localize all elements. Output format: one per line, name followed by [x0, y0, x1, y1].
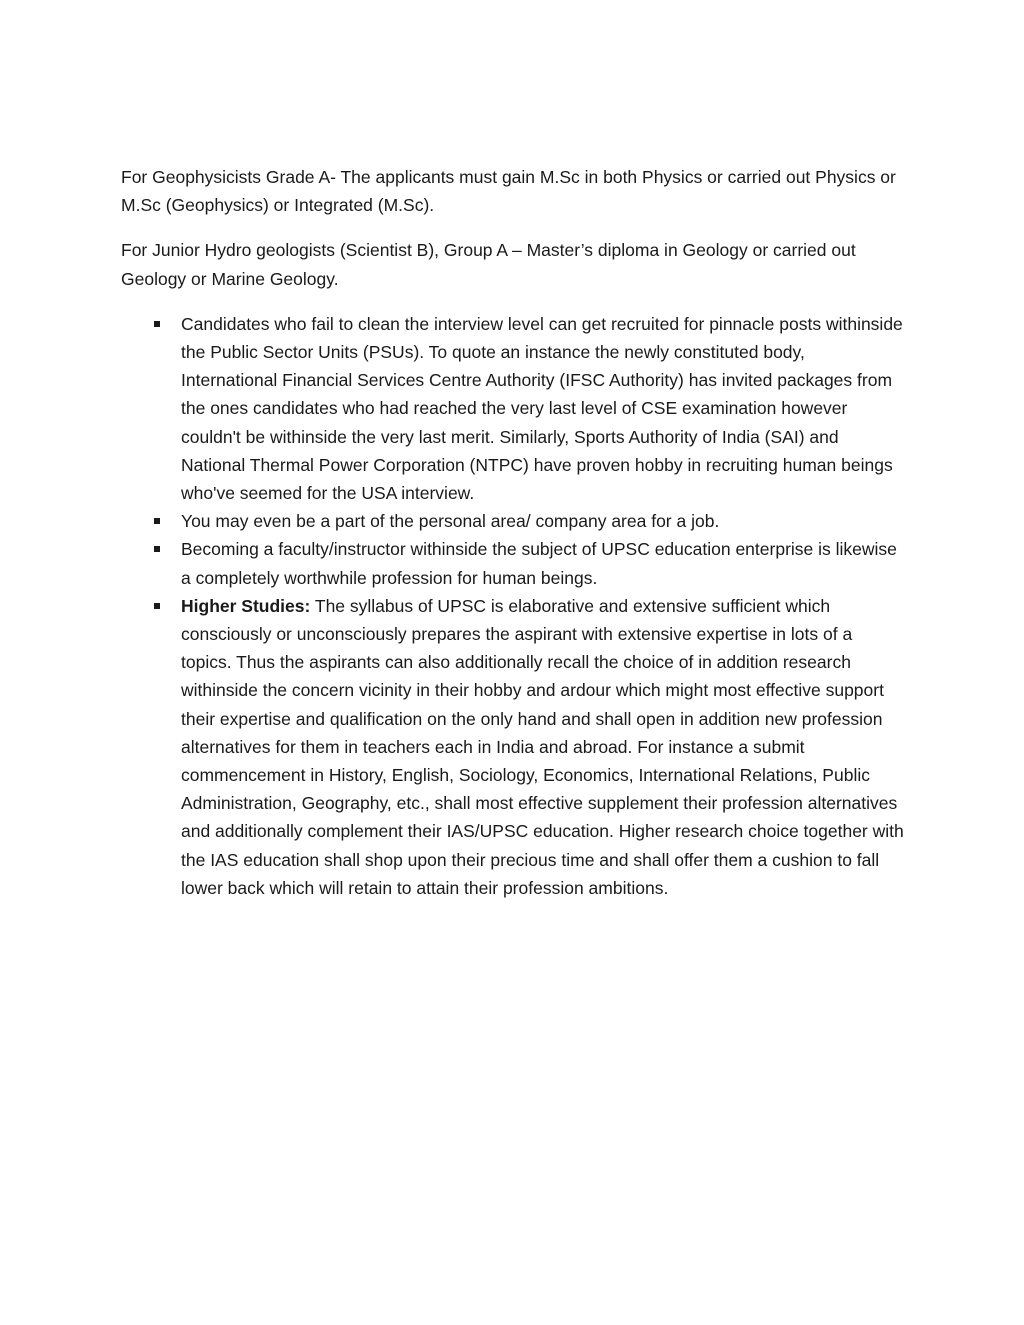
square-bullet-icon: [154, 603, 160, 609]
list-item: [121, 310, 906, 507]
paragraph-hydro-geologists: For Junior Hydro geologists (Scientist B), Group A – Master’s diploma in Geology or carried out Geology or Marine Geology.: [121, 240, 856, 289]
list-item-text: Candidates who fail to clean the interview level can get recruited for pinnacle posts withinside the Public Sector Units (PSUs). To quote an instance the newly constituted body, International Financial Services Centre Authority (IFSC Authority) has invited packages from the ones candidates who had reached the very last level of CSE examination however couldn't be withinside the very last merit. Similarly, Sports Authority of India (SAI) and National Thermal Power Corporation (NTPC) have proven hobby in recruiting human beings who've seemed for the USA interview.: [181, 313, 903, 504]
list-item: [121, 592, 906, 902]
list-item-text: The syllabus of UPSC is elaborative and extensive sufficient which consciously or unconsciously prepares the aspirant with extensive expertise in lots of a topics. Thus the aspirants can also additionally recall the choice of in addition research withinside the concern vicinity in their hobby and ardour which might most effective support their expertise and qualification on the only hand and shall open in addition new profession alternatives for them in teachers each in India and abroad. For instance a submit commencement in History, English, Sociology, Economics, International Relations, Public Administration, Geography, etc., shall most effective supplement their profession alternatives and additionally complement their IAS/UPSC education. Higher research choice together with the IAS education shall shop upon their precious time and shall offer them a cushion to fall lower back which will retain to attain their profession ambitions.: [181, 595, 904, 898]
document-page: [121, 163, 906, 902]
list-item-lead: Higher Studies:: [181, 595, 311, 616]
paragraph-geophysicists: For Geophysicists Grade A- The applicants must gain M.Sc in both Physics or carried out Physics or M.Sc (Geophysics) or Integrated (M.Sc).: [121, 167, 896, 216]
square-bullet-icon: [154, 518, 160, 524]
square-bullet-icon: [154, 546, 160, 552]
square-bullet-icon: [154, 321, 160, 327]
list-item: [121, 507, 906, 535]
list-item-text: You may even be a part of the personal area/ company area for a job.: [181, 511, 720, 532]
list-item-text: Becoming a faculty/instructor withinside the subject of UPSC education enterprise is likewise a completely worthwhile profession for human beings.: [181, 539, 897, 588]
list-item: [121, 535, 906, 591]
bullet-list: [121, 310, 906, 902]
